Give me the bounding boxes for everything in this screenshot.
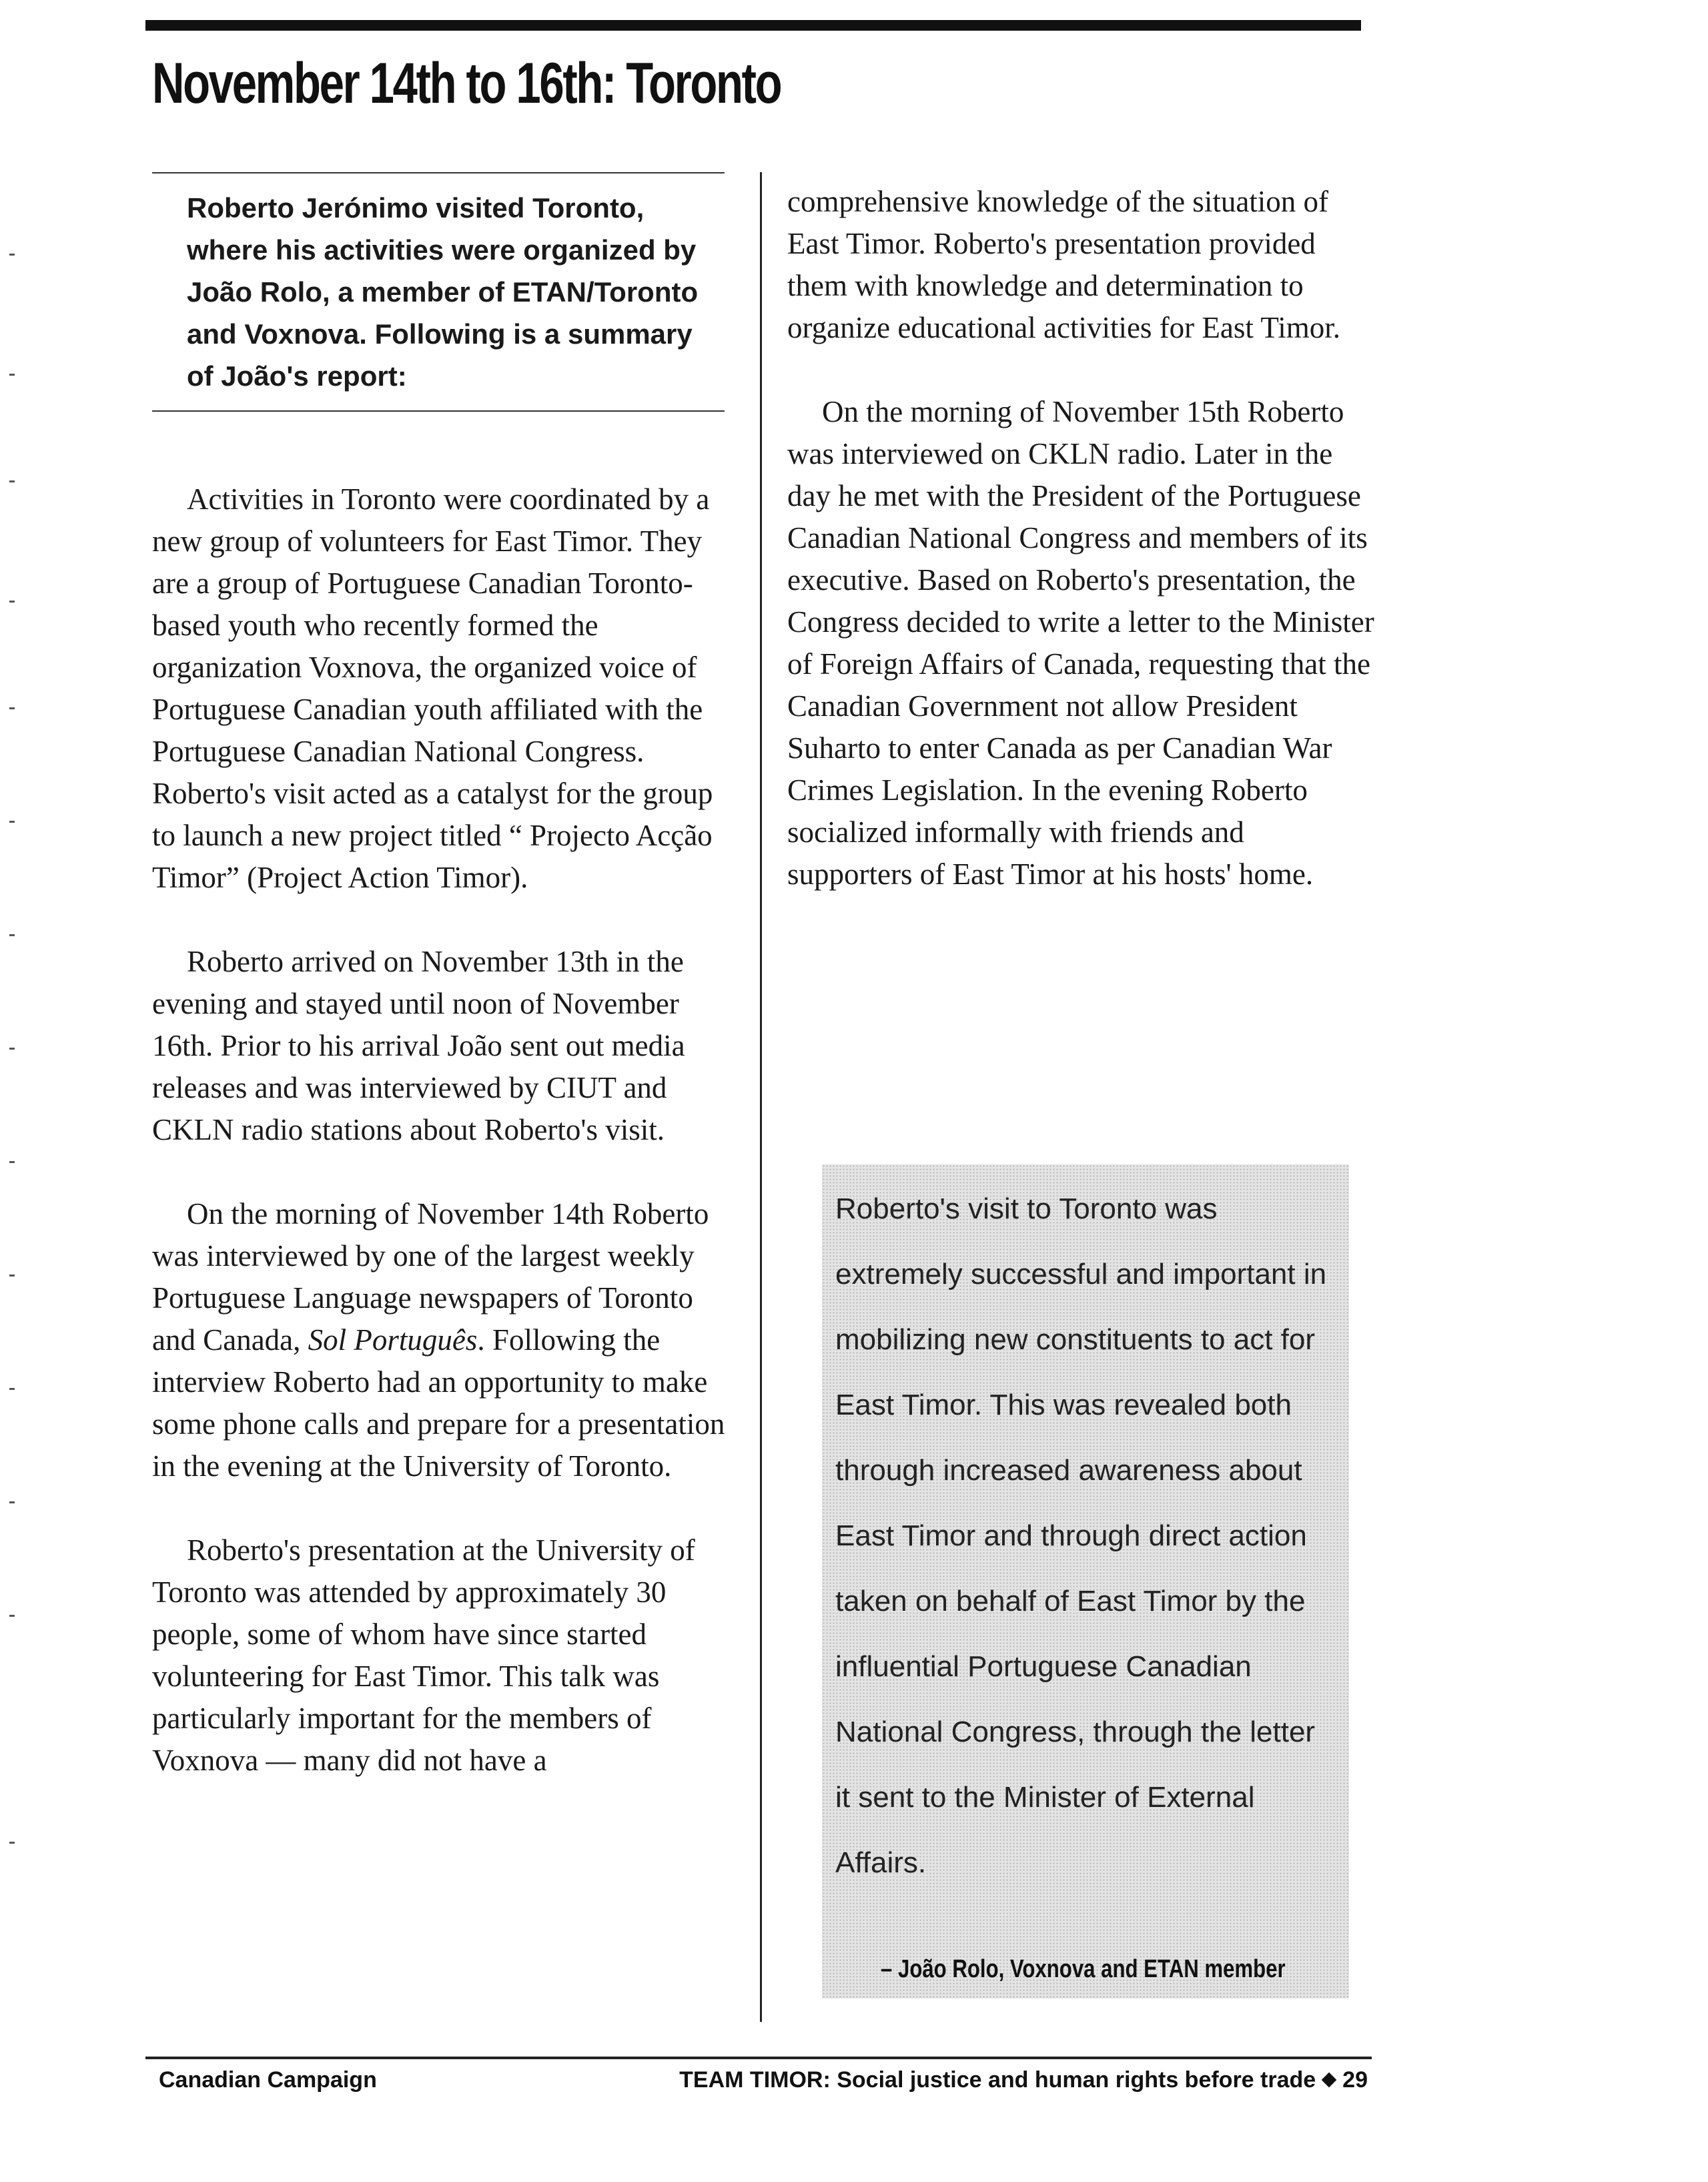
scan-margin-mark (9, 254, 15, 256)
scan-margin-mark (9, 821, 15, 823)
paragraph-text: . Following the interview Roberto had an opportunity to make some phone calls and prepare for a presentation in the evening at the University of Toronto. (152, 1323, 725, 1483)
scan-margin-mark (9, 934, 15, 936)
footer-section-label: Canadian Campaign (159, 2067, 377, 2093)
scan-margin-mark (9, 601, 15, 603)
paragraph: Roberto arrived on November 13th in the evening and stayed until noon of November 16th. Prior to his arrival João sent out media releases and was interviewed by CIUT and CKLN radio stations about Roberto's visit. (152, 945, 685, 1146)
page-title: November 14th to 16th: Toronto (152, 51, 781, 115)
footer-publication-title: TEAM TIMOR: Social justice and human rights before trade (679, 2067, 1316, 2093)
scan-margin-mark (9, 1615, 15, 1617)
column-divider (760, 172, 762, 2022)
scan-margin-mark (9, 707, 15, 709)
page-number: 29 (1342, 2067, 1368, 2093)
scan-margin-mark (9, 1048, 15, 1050)
footer-rule (145, 2057, 1372, 2059)
footer-publication (679, 2067, 1368, 2093)
paragraph: Activities in Toronto were coordinated by a new group of volunteers for East Timor. They are a group of Portuguese Canadian Toronto-based youth who recently formed the organization Voxnova, the organized voice of Portuguese Canadian youth affiliated with the Portuguese Canadian National Congress. Roberto's visit acted as a catalyst for the group to launch a new project titled “ Projecto Acção Timor” (Project Action Timor). (152, 482, 713, 894)
scan-margin-mark (9, 1161, 15, 1163)
top-rule (145, 20, 1361, 31)
paragraph-text: On the morning of November 14th Roberto was interviewed by one of the largest weekly Portuguese Language newspapers of Toronto and Canada, (152, 1197, 709, 1357)
left-column (152, 478, 739, 1824)
newspaper-title: Sol Português (308, 1323, 478, 1357)
pull-quote (822, 1164, 1349, 1998)
intro-text: Roberto Jerónimo visited Toronto, where his activities were organized by João Rolo, a member of ETAN/Toronto and Voxnova. Following is a summary of João's report: (187, 192, 699, 392)
diamond-icon (1322, 2073, 1337, 2088)
paragraph: On the morning of November 15th Roberto was interviewed on CKLN radio. Later in the day he met with the President of the Portuguese Canadian National Congress and members of its executive. Based on Roberto's presentation, the Congress decided to write a letter to the Minister of Foreign Affairs of Canada, requesting that the Canadian Government not allow President Suharto to enter Canada as per Canadian War Crimes Legislation. In the evening Roberto socialized informally with friends and supporters of East Timor at his hosts' home. (787, 395, 1374, 891)
scan-margin-mark (9, 1842, 15, 1844)
scan-margin-mark (9, 1388, 15, 1390)
pull-quote-text: Roberto's visit to Toronto was extremely successful and important in mobilizing new constituents to act for East Timor. This was revealed both through increased awareness about East Timor and through direct action taken on behalf of East Timor by the influential Portuguese Canadian National Congress, through the letter it sent to the Minister of External Affairs. (835, 1192, 1327, 1879)
intro-box (152, 172, 725, 412)
paragraph: Roberto's presentation at the University of Toronto was attended by approximately 30 people, some of whom have since started volunteering for East Timor. This talk was particularly important for the members of Voxnova — many did not have a (152, 1533, 695, 1777)
scan-margin-mark (9, 374, 15, 376)
right-column (787, 181, 1374, 938)
pull-quote-attribution: – João Rolo, Voxnova and ETAN member (881, 1955, 1286, 1983)
paragraph: comprehensive knowledge of the situation of East Timor. Roberto's presentation provided them with knowledge and determination to organize educational activities for East Timor. (787, 185, 1340, 344)
scan-margin-mark (9, 1275, 15, 1277)
paragraph (152, 1193, 739, 1487)
scan-margin-mark (9, 1501, 15, 1503)
scan-margin-mark (9, 480, 15, 482)
